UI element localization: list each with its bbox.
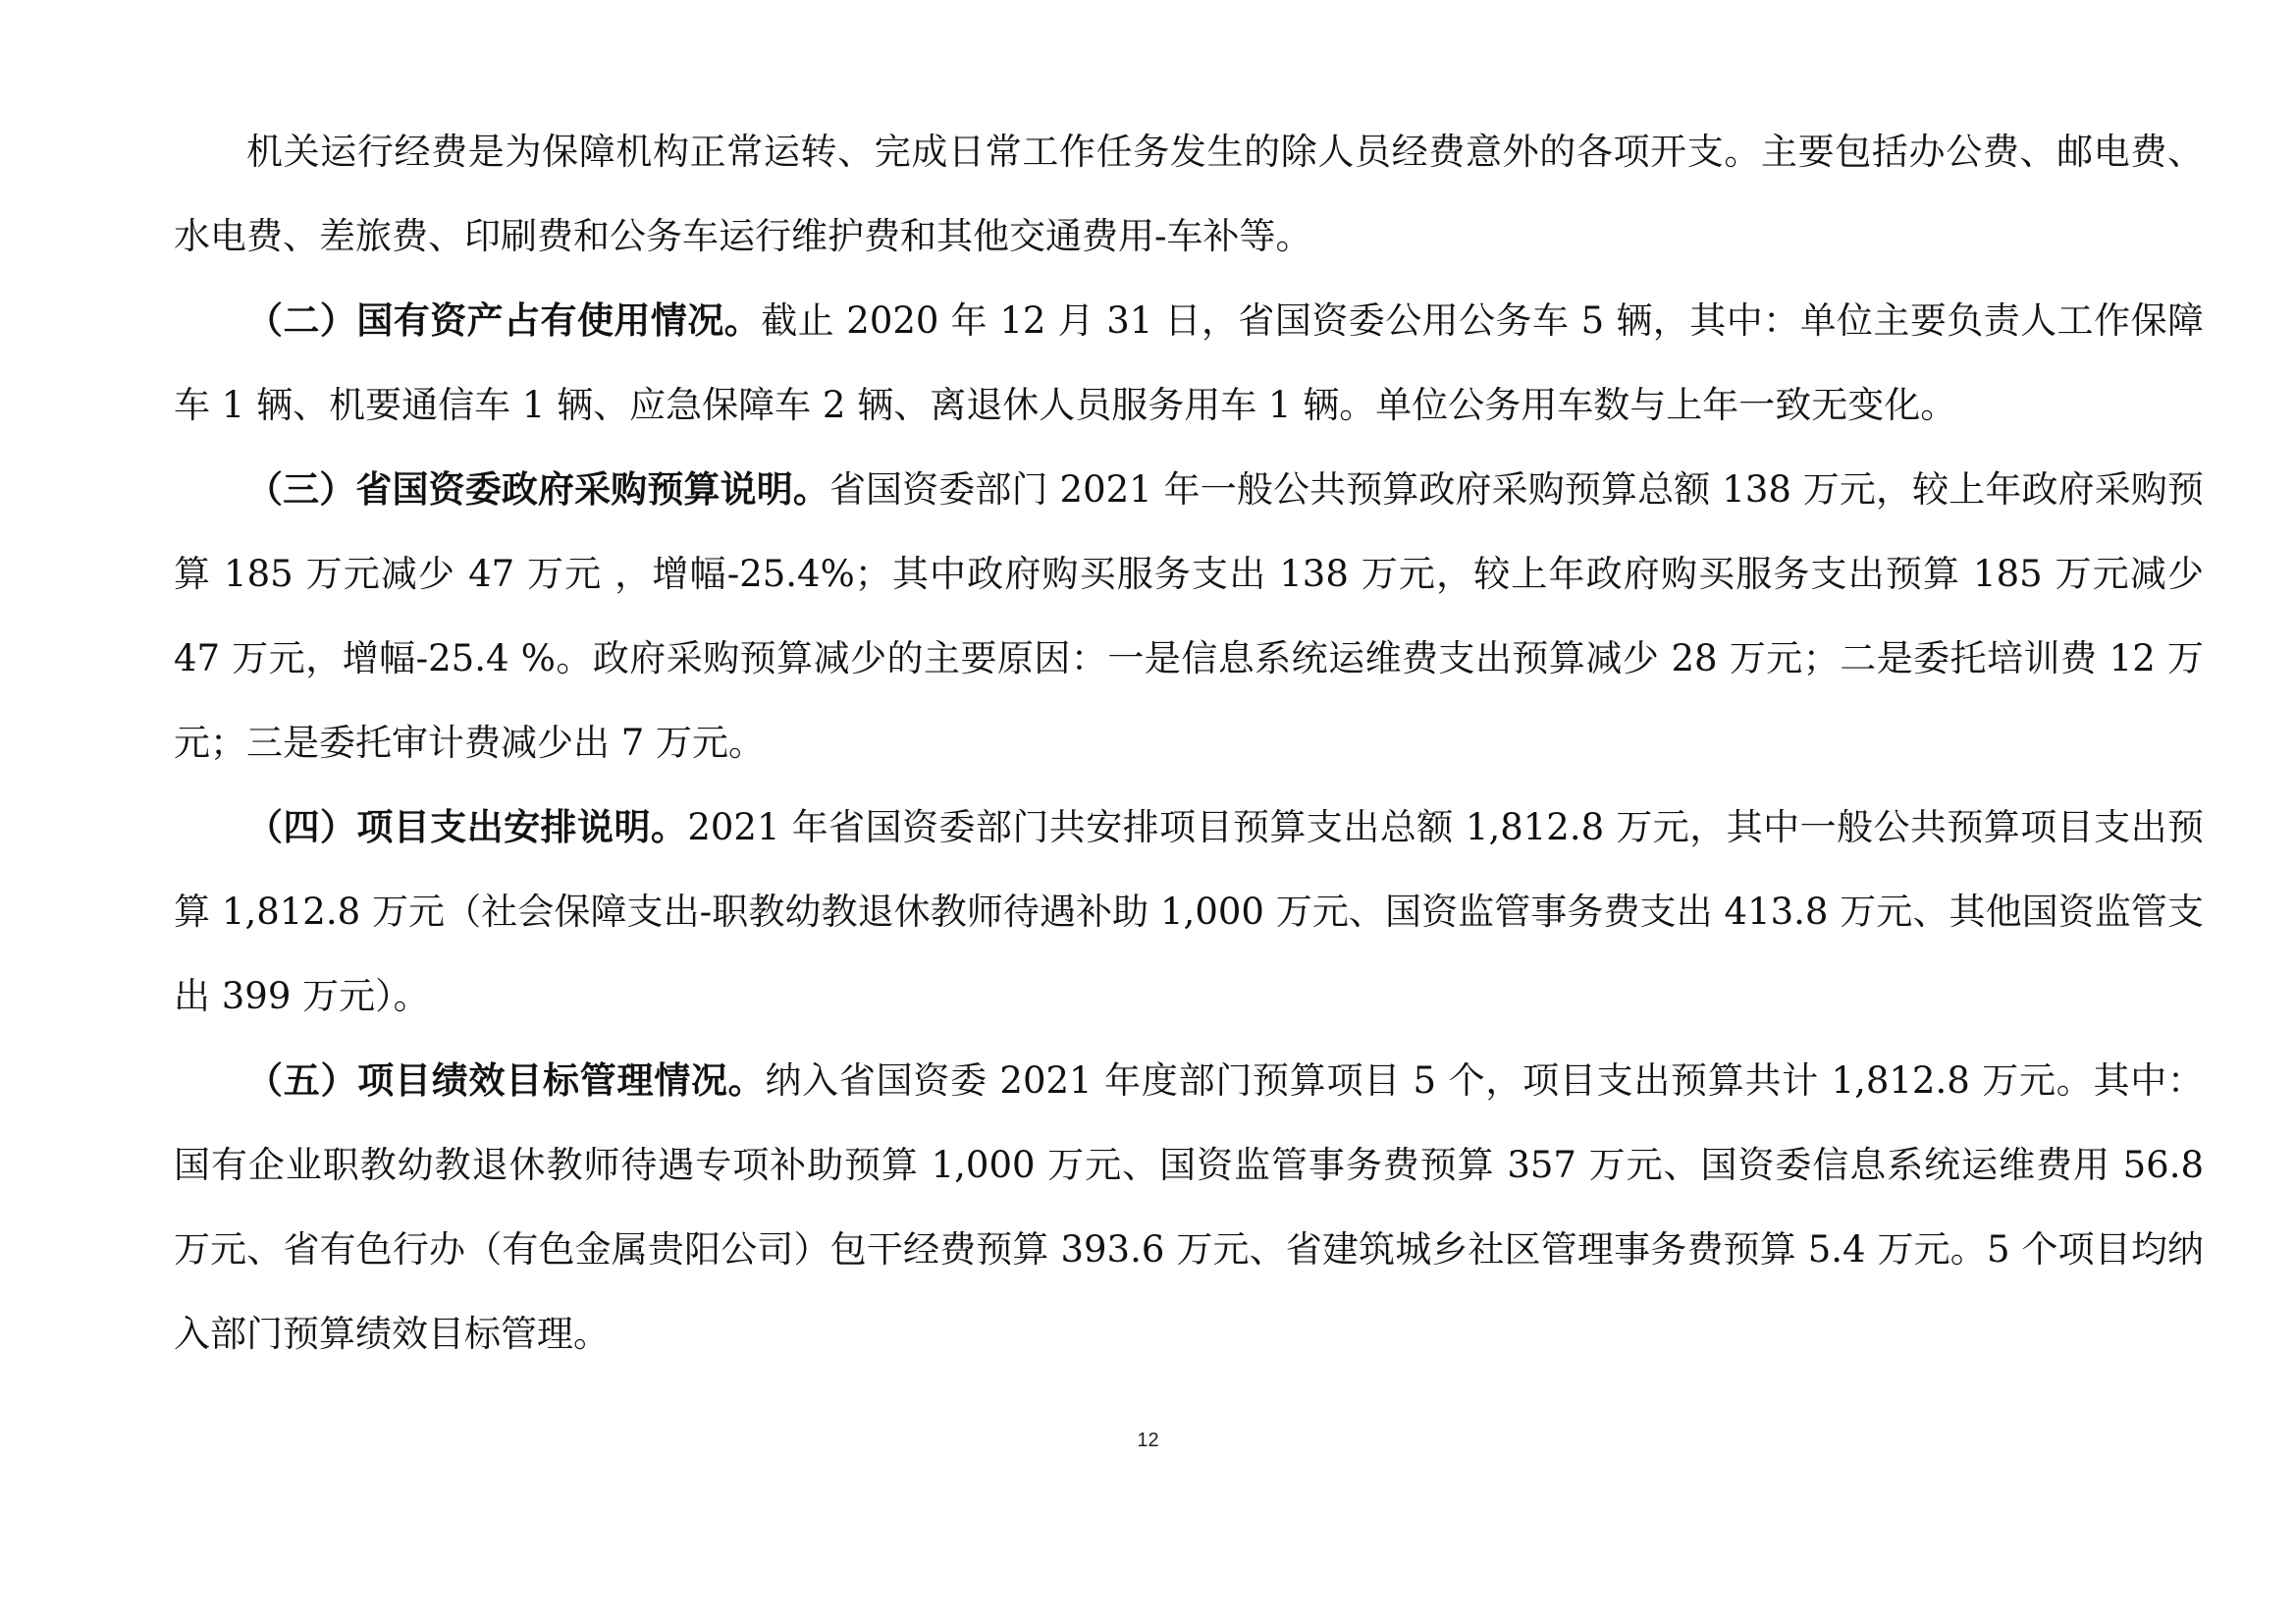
- paragraph-state-assets: [174, 279, 2204, 448]
- body-text: [174, 110, 2204, 1377]
- paragraph-text: 机关运行经费是为保障机构正常运转、完成日常工作任务发生的除人员经费意外的各项开支。主要包括办公费、邮电费、水电费、差旅费、印刷费和公务车运行维护费和其他交通费用-车补等。: [174, 131, 2204, 257]
- paragraph-procurement-budget: [174, 448, 2204, 785]
- paragraph-text: 纳入省国资委 2021 年度部门预算项目 5 个，项目支出预算共计 1,812.8 万元。其中：国有企业职教幼教退休教师待遇专项补助预算 1,000 万元、国资监管事务费预算 357 万元、国资委信息系统运维费用 56.8 万元、省有色行办（有色金属贵阳公司）包干经费预算 393.6 万元、省建筑城乡社区管理事务费预算 5.4 万元。5 个项目均纳入部门预算绩效目标管理。: [174, 1059, 2205, 1355]
- paragraph-performance-goals: [174, 1039, 2204, 1377]
- page-number: 12: [1137, 1430, 1159, 1451]
- section-heading: （二）国有资产占有使用情况。: [246, 299, 762, 342]
- paragraph-text: 省国资委部门 2021 年一般公共预算政府采购预算总额 138 万元，较上年政府采购预算 185 万元减少 47 万元 ，增幅-25.4%；其中政府购买服务支出 138 万元，较上年政府购买服务支出预算 185 万元减少 47 万元，增幅-25.4 %。政府采购预算减少的主要原因：一是信息系统运维费支出预算减少 28 万元；二是委托培训费 12 万元；三是委托审计费减少出 7 万元。: [174, 468, 2204, 764]
- section-heading: （五）项目绩效目标管理情况。: [246, 1059, 766, 1102]
- paragraph-operating-expenses: [174, 110, 2204, 279]
- paragraph-project-expenditure: [174, 785, 2204, 1039]
- section-heading: （四）项目支出安排说明。: [246, 806, 688, 848]
- paragraph-text: 截止 2020 年 12 月 31 日，省国资委公用公务车 5 辆，其中：单位主要负责人工作保障车 1 辆、机要通信车 1 辆、应急保障车 2 辆、离退休人员服务用车 1 辆。单位公务用车数与上年一致无变化。: [174, 299, 2205, 426]
- paragraph-text: 2021 年省国资委部门共安排项目预算支出总额 1,812.8 万元，其中一般公共预算项目支出预算 1,812.8 万元（社会保障支出-职教幼教退休教师待遇补助 1,000 万元、国资监管事务费支出 413.8 万元、其他国资监管支出 399 万元）。: [174, 806, 2205, 1017]
- section-heading: （三）省国资委政府采购预算说明。: [246, 468, 829, 511]
